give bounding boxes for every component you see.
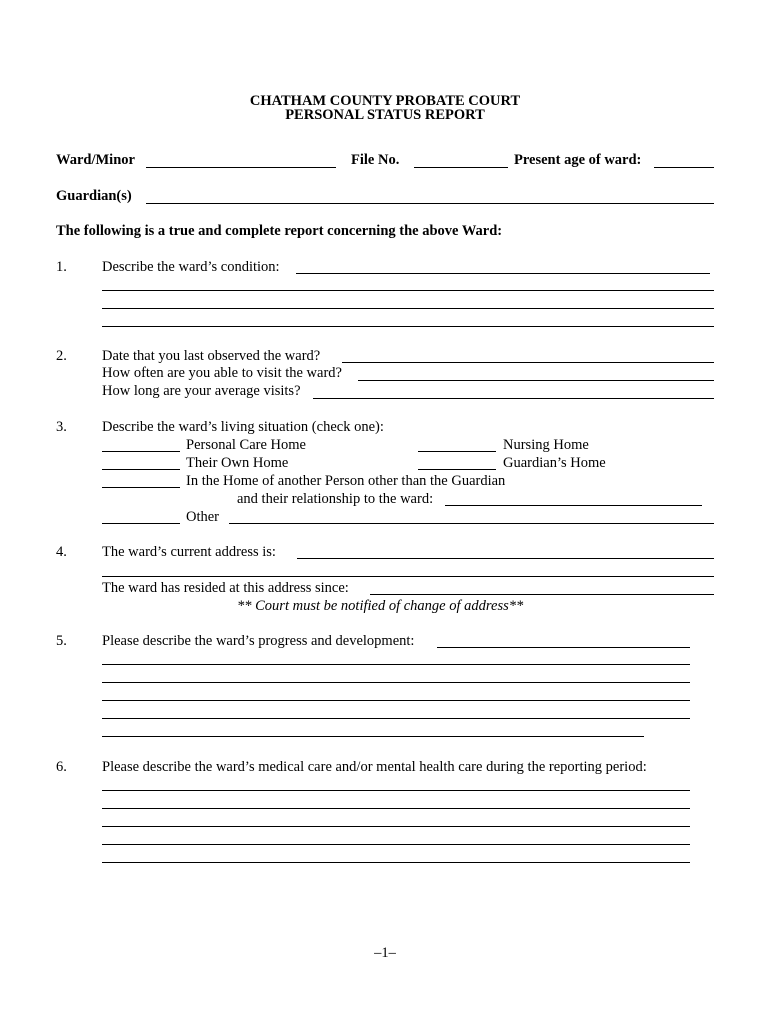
q2-duration-field[interactable]	[313, 398, 714, 399]
personal-care-checkbox[interactable]	[102, 451, 180, 452]
present-age-label: Present age of ward:	[514, 152, 642, 168]
q6-answer-line[interactable]	[102, 826, 690, 827]
relationship-field[interactable]	[445, 505, 702, 506]
q5-answer-line[interactable]	[102, 700, 690, 701]
q6-answer-line[interactable]	[102, 790, 690, 791]
ward-minor-label: Ward/Minor	[56, 152, 135, 168]
q1-answer-line[interactable]	[102, 308, 714, 309]
q6-answer-line[interactable]	[102, 862, 690, 863]
q4-since-label: The ward has resided at this address since:	[102, 580, 349, 596]
q3-number: 3.	[56, 419, 67, 435]
q4-address-field[interactable]	[297, 558, 714, 559]
q1-label: Describe the ward’s condition:	[102, 259, 280, 275]
file-no-field[interactable]	[414, 167, 508, 168]
q6-answer-line[interactable]	[102, 844, 690, 845]
q1-answer-line[interactable]	[296, 273, 710, 274]
q5-answer-line[interactable]	[102, 718, 690, 719]
other-person-home-checkbox[interactable]	[102, 487, 180, 488]
personal-care-label: Personal Care Home	[186, 437, 306, 453]
q5-number: 5.	[56, 633, 67, 649]
guardians-label: Guardian(s)	[56, 188, 132, 204]
own-home-label: Their Own Home	[186, 455, 289, 471]
q2-last-observed-field[interactable]	[342, 362, 714, 363]
q1-answer-line[interactable]	[102, 326, 714, 327]
guardians-field[interactable]	[146, 203, 714, 204]
q2-number: 2.	[56, 348, 67, 364]
q2-last-observed-label: Date that you last observed the ward?	[102, 348, 321, 364]
page-number: –1–	[374, 945, 396, 961]
other-checkbox[interactable]	[102, 523, 180, 524]
q4-address-label: The ward’s current address is:	[102, 544, 276, 560]
q2-frequency-label: How often are you able to visit the ward?	[102, 365, 342, 381]
q3-label: Describe the ward’s living situation (check one):	[102, 419, 384, 435]
q1-answer-line[interactable]	[102, 290, 714, 291]
q6-number: 6.	[56, 759, 67, 775]
file-no-label: File No.	[351, 152, 400, 168]
address-change-notice: ** Court must be notified of change of address**	[237, 598, 524, 614]
present-age-field[interactable]	[654, 167, 714, 168]
guardian-home-checkbox[interactable]	[418, 469, 496, 470]
ward-minor-field[interactable]	[146, 167, 336, 168]
nursing-home-checkbox[interactable]	[418, 451, 496, 452]
court-name: CHATHAM COUNTY PROBATE COURT	[249, 93, 521, 109]
other-label: Other	[186, 509, 220, 525]
report-title: PERSONAL STATUS REPORT	[285, 107, 485, 123]
q2-duration-label: How long are your average visits?	[102, 383, 301, 399]
q4-number: 4.	[56, 544, 67, 560]
other-person-home-label: In the Home of another Person other than the Guardian	[186, 473, 506, 489]
q5-answer-line[interactable]	[102, 736, 644, 737]
q2-frequency-field[interactable]	[358, 380, 714, 381]
q5-answer-line[interactable]	[102, 682, 690, 683]
other-field[interactable]	[229, 523, 714, 524]
own-home-checkbox[interactable]	[102, 469, 180, 470]
relationship-label: and their relationship to the ward:	[237, 491, 434, 507]
q4-address-field-line2[interactable]	[102, 576, 714, 577]
guardian-home-label: Guardian’s Home	[503, 455, 606, 471]
q5-answer-line[interactable]	[437, 647, 690, 648]
q6-label: Please describe the ward’s medical care and/or mental health care during the reporting period:	[102, 759, 647, 775]
nursing-home-label: Nursing Home	[503, 437, 589, 453]
q5-label: Please describe the ward’s progress and development:	[102, 633, 415, 649]
q6-answer-line[interactable]	[102, 808, 690, 809]
q1-number: 1.	[56, 259, 67, 275]
q4-since-field[interactable]	[370, 594, 714, 595]
q5-answer-line[interactable]	[102, 664, 690, 665]
intro-statement: The following is a true and complete report concerning the above Ward:	[56, 223, 503, 239]
